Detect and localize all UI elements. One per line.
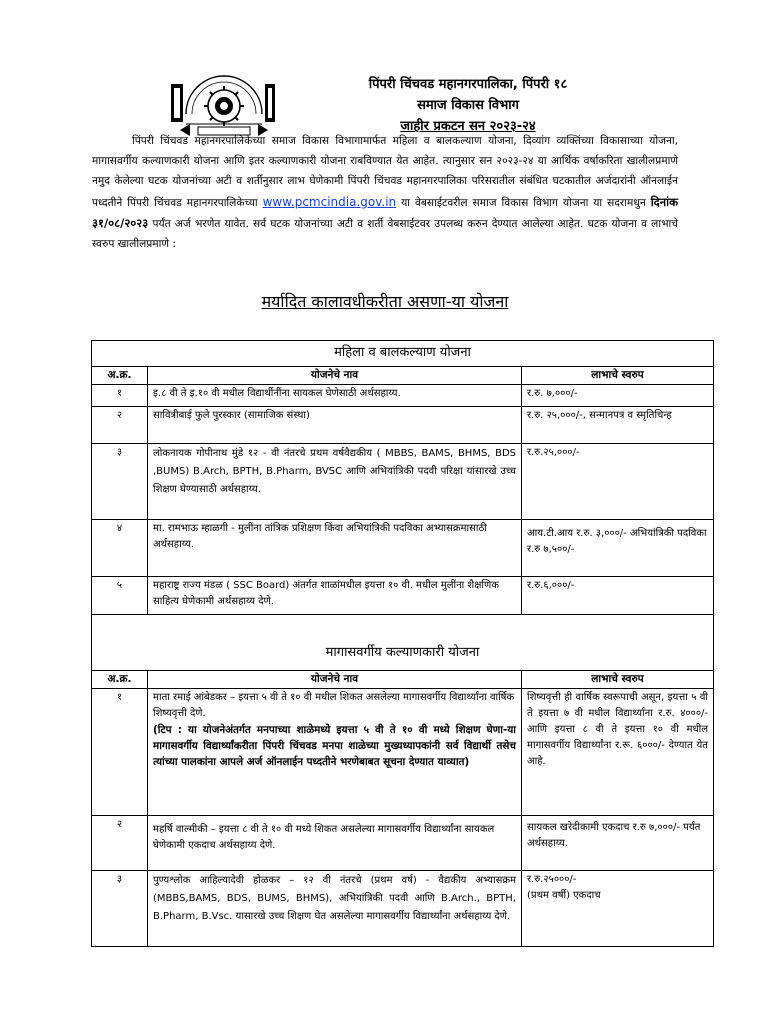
section-title-backward-class: मागासवर्गीय कल्याणकारी योजना [92,636,714,670]
intro-text-2: या वेबसाईटवरील समाज विकास विभाग योजना या सदरामधुन [401,196,646,209]
table-row: ३ लोकनायक गोपीनाथ मुंडे १२ - वी नंतरचे प्रथम वर्षवैद्यकीय ( MBBS, BAMS, BHMS, BDS ,BUMS) B.Arch, BPTH, B.Pharm, BVSC आणि अभियांत्रिकी पदवी परिक्षा यांसारखे उच्च शिक्षण घेण्यासाठी अर्थसहाय्य. र.रु.२५,०००/- [92,443,714,519]
col-header-sr: अ.क्र. [92,366,148,384]
notice-title: जाहीर प्रकटन सन २०२३-२४ [400,119,536,134]
col-header-benefit: लाभाचे स्वरुप [522,670,714,688]
col-header-benefit: लाभाचे स्वरुप [522,366,714,384]
schemes-table [91,340,714,947]
col-header-scheme: योजनेचे नाव [148,670,522,688]
intro-text-3: पर्यंत अर्ज भरणेत यावेत. सर्व घटक योजनांच्या अटी व शर्ती वेबसाईटवर उपलब्ध करुन देण्यात आलेल्या आहेत. घटक योजना व लाभाचे स्वरुप खालीलप्रमाणे : [92,217,679,251]
pcmc-emblem-icon [168,74,278,138]
col-header-sr: अ.क्र. [92,670,148,688]
intro-text-1: पिंपरी चिंचवड महानगरपालिकेच्या समाज विकास विभागामार्फत महिला व बालकल्याण योजना, दिव्यांग व्यक्तिंच्या विकासाच्या योजना, मागासवर्गीय कल्याणकारी योजना आणि इतर कल्याणकारी योजना राबविण्यात येत आहेत. त्यानुसार सन २०२३-२४ या आर्थिक वर्षाकरिता खालीलप्रमाणे नमुद केलेल्या घटक योजनांच्या अटी व शर्तीनुसार लाभ घेणेकामी पिंपरी चिंचवड महानगरपालिका परिसरातील संबंधित घटकातील अर्जदारांनी ऑनलाईन पध्दतीने पिंपरी चिंचवड महानगरपालिकेच्या [92,135,678,209]
section-title-women: महिला व बालकल्याण योजना [92,341,714,367]
org-name: पिंपरी चिंचवड महानगरपालिका, पिंपरी १८ [368,77,568,92]
department-name: समाज विकास विभाग [417,98,519,113]
table-row: १ इ.८ वी ते इ.१० वी मधील विद्यार्थीनींना सायकल घेणेसाठी अर्थसहाय्य. र.रु. ७,०००/- [92,384,714,406]
intro-paragraph [92,131,678,254]
header-text [288,74,648,137]
table-row: २ सावित्रीबाई फुले पुरस्कार (सामाजिक संस्था) र.रु. २५,०००/-, सन्मानपत्र व स्मृतिचिन्ह [92,406,714,443]
table-row: ५ महाराष्ट्र राज्य मंडळ ( SSC Board) अंतर्गत शाळांमधील इयत्ता १० वी. मधील मुलींना शैक्षणिक साहित्य घेणेकामी अर्थसहाय्य देणे. र.रु.६,०००/- [92,576,714,614]
table-row: ४ मा. रामभाऊ म्हाळगी - मुलींना तांत्रिक प्रशिक्षण किंवा अभियांत्रिकी पदविका अभ्यासक्रमासाठी अर्थसहाय्य. आय.टी.आय र.रु. ३,०००/- अभियांत्रिकी पदविका र.रु ७,५००/- [92,519,714,576]
table-row: ३ पुण्यश्लोक आहिल्यादेवी होळकर – १२ वी नंतरचे (प्रथम वर्ष) - वैद्यकीय अभ्यासक्रम (MBBS,BAMS, BDS, BUMS, BHMS), अभियांत्रिकी पदवी आणि B.Arch., BPTH, B.Pharm, B.Vsc. यासारखे उच्च शिक्षण घेत असलेल्या मागासवर्गीय विद्यार्थ्यांना अर्थसहाय्य देणे. र.रु.२५०००/- (प्रथम वर्षी) एकदाच [92,870,714,946]
deadline-date: दिनांक ३१/०८/२०२३ [92,194,678,230]
col-header-scheme: योजनेचे नाव [148,366,522,384]
table-row: १ माता रमाई आंबेडकर – इयत्ता ५ वी ते १० वी मधील शिकत असलेल्या मागासवर्गीय विद्यार्थ्यांना वार्षिक शिष्यवृत्ती देणे. (टिप : या योजनेअंतर्गत मनपाच्या शाळेमध्ये इयत्ता ५ वी ते १० वी मध्ये शिक्षण घेणा-या मागासवर्गीय विद्यार्थ्यांकरीता पिंपरी चिंचवड मनपा शाळेच्या मुख्यध्यापकांनी सर्व विद्यार्थी तसेच त्यांच्या पालकांना आपले अर्ज ऑनलाईन पध्दतीने भरणेबाबत सूचना देण्यात याव्यात) शिष्यवृत्ती ही वार्षिक स्वरूपाची असून, इयत्ता ५ वी ते इयत्ता ७ वी मधील विद्यार्थ्यांना र.रु. ४०००/- आणि इयत्ता ८ वी ते इयत्ता १० वी मधील मागासवर्गीय विद्यार्थ्यांना र.रू. ६०००/- देण्यात येत आहे. [92,688,714,815]
notice-header [168,74,638,138]
table-row: २ महर्षि वाल्मीकी – इयत्ता ८ वी ते १० वी मध्ये शिकत असलेल्या मागासवर्गीय विद्यार्थ्यांना सायकल घेणेकामी एकदाच अर्थसहाय्य देणे. सायकल खरेदीकामी एकदाच र.रु ७,०००/- पर्यंत अर्थसहाय्य. [92,815,714,870]
scheme-note: (टिप : या योजनेअंतर्गत मनपाच्या शाळेमध्ये इयत्ता ५ वी ते १० वी मध्ये शिक्षण घेणा-या मागासवर्गीय विद्यार्थ्यांकरीता पिंपरी चिंचवड मनपा शाळेच्या मुख्यध्यापकांनी सर्व विद्यार्थी तसेच त्यांच्या पालकांना आपले अर्ज ऑनलाईन पध्दतीने भरणेबाबत सूचना देण्यात याव्यात) [153,723,516,768]
website-link[interactable]: www.pcmcindia.gov.in [262,194,397,209]
main-heading: मर्यादित कालावधीकरीता असणा-या योजना [261,292,509,311]
